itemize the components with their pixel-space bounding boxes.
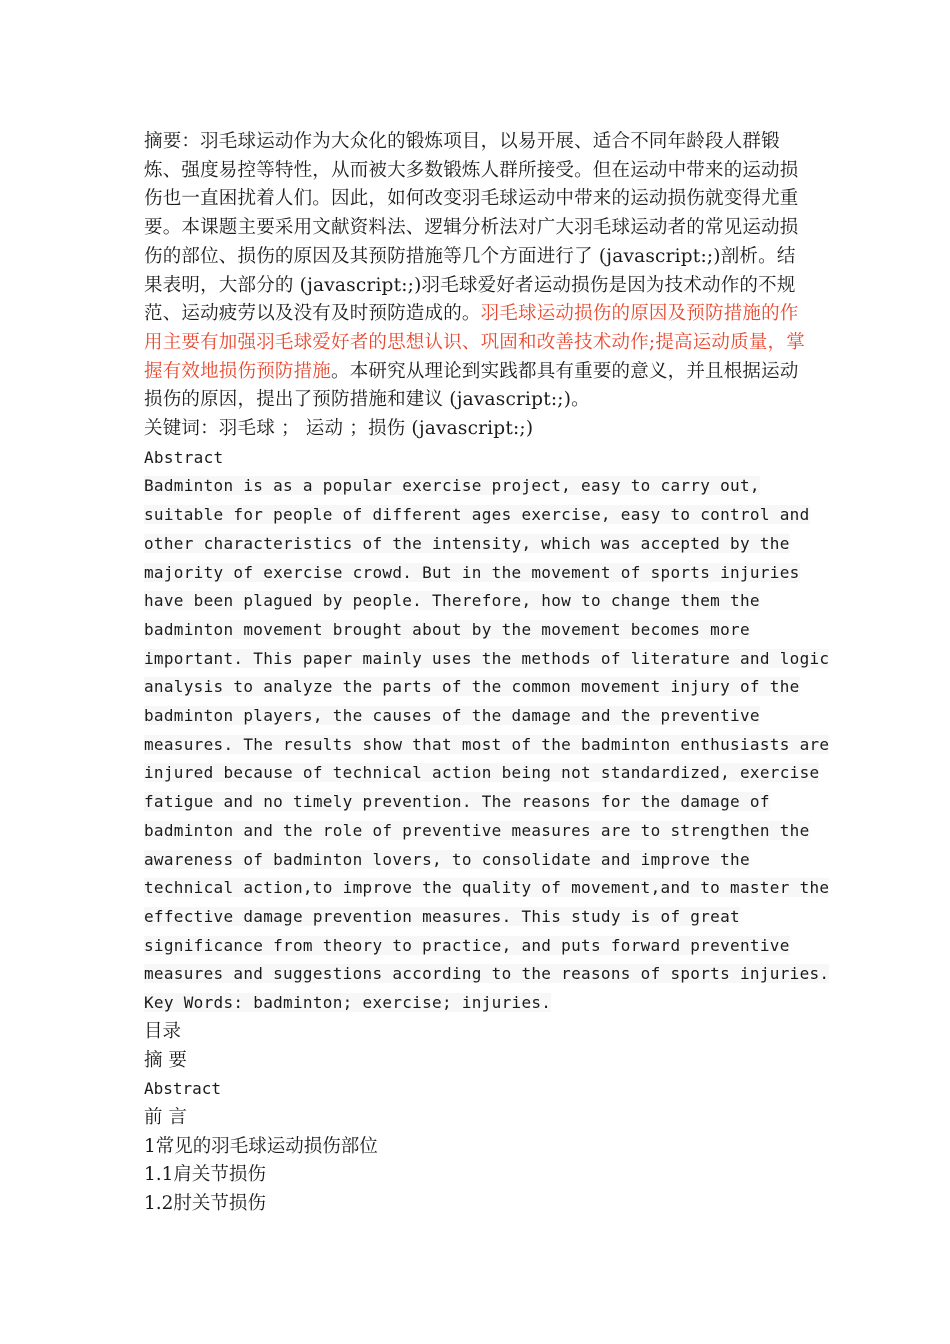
abstract-line: injured because of technical action being not standardized, exercise [144, 763, 820, 783]
abstract-line: significance from theory to practice, and puts forward preventive [144, 935, 790, 955]
abstract-line: majority of exercise crowd. But in the movement of sports injuries [144, 562, 800, 582]
english-abstract-heading: Abstract [144, 447, 224, 467]
abstract-line: measures. The results show that most of the badminton enthusiasts are [144, 734, 830, 754]
abstract-line: badminton movement brought about by the movement becomes more [144, 619, 750, 639]
english-keywords: Key Words: badminton; exercise; injuries. [144, 993, 552, 1013]
highlighted-sentence: 羽毛球运动损伤的原因及预防措施的作用主要有加强羽毛球爱好者的思想认识、巩固和改善技术动作;提高运动质量，掌握有效地损伤预防措施 [144, 303, 805, 382]
toc-item: 1常见的羽毛球运动损伤部位 [144, 1135, 378, 1157]
abstract-line: analysis to analyze the parts of the common movement injury of the [144, 677, 800, 697]
abstract-line: badminton and the role of preventive measures are to strengthen the [144, 820, 810, 840]
toc-item: 1.2肘关节损伤 [144, 1193, 266, 1215]
abstract-line: Badminton is as a popular exercise project, easy to carry out, [144, 476, 760, 496]
english-abstract [144, 472, 830, 1017]
table-of-contents [144, 1018, 809, 1219]
chinese-abstract-text-end: 。本研究从理论到实践都具有重要的意义，并且根据运动损伤的原因，提出了预防措施和建议 (javascript:;)。 [144, 360, 799, 411]
abstract-line: important. This paper mainly uses the methods of literature and logic [144, 648, 830, 668]
chinese-abstract-text: 摘要：羽毛球运动作为大众化的锻炼项目，以易开展、适合不同年龄段人群锻炼、强度易控等特性，从而被大多数锻炼人群所接受。但在运动中带来的运动损伤也一直困扰着人们。因此，如何改变羽毛球运动中带来的运动损伤就变得尤重要。本课题主要采用文献资料法、逻辑分析法对广大羽毛球运动者的常见运动损伤的部位、损伤的原因及其预防措施等几个方面进行了 (javascript:;)剖析。结果表明，大部分的 (javascript:;)羽毛球爱好者运动损伤是因为技术动作的不规范、运动疲劳以及没有及时预防造成的。 [144, 131, 799, 325]
abstract-line: effective damage prevention measures. This study is of great [144, 906, 740, 926]
abstract-line: awareness of badminton lovers, to consolidate and improve the [144, 849, 750, 869]
chinese-keywords: 关键词：羽毛球 ； 运动 ；损伤 (javascript:;) [144, 418, 534, 440]
toc-item: Abstract [144, 1079, 222, 1099]
abstract-line: suitable for people of different ages exercise, easy to control and [144, 505, 810, 525]
abstract-line: technical action,to improve the quality of movement,and to master the [144, 878, 830, 898]
toc-item: 摘 要 [144, 1049, 187, 1071]
abstract-line: fatigue and no timely prevention. The reasons for the damage of [144, 792, 770, 812]
toc-item: 1.1肩关节损伤 [144, 1164, 266, 1186]
toc-heading: 目录 [144, 1020, 182, 1042]
abstract-line: badminton players, the causes of the damage and the preventive [144, 706, 760, 726]
abstract-line: measures and suggestions according to the reasons of sports injuries. [144, 964, 830, 984]
toc-item: 前 言 [144, 1106, 187, 1128]
chinese-abstract [144, 128, 809, 415]
document-body [144, 128, 830, 1219]
abstract-line: other characteristics of the intensity, which was accepted by the [144, 533, 790, 553]
abstract-line: have been plagued by people. Therefore, how to change them the [144, 591, 760, 611]
